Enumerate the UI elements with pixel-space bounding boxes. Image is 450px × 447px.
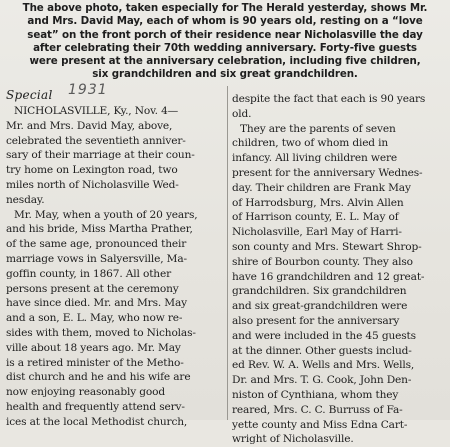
caption-line: The above photo, taken especially for The Herald yesterday, shows Mr. xyxy=(22,2,428,14)
article-line: now enjoying reasonably good xyxy=(6,386,165,399)
article-line: son county and Mrs. Stewart Shrop- xyxy=(232,240,422,253)
article-line: old. xyxy=(232,107,252,120)
article-line: celebrated the seventieth anniver- xyxy=(6,134,186,147)
article-line: miles north of Nicholasville Wed- xyxy=(6,178,179,191)
article-line: infancy. All living children were xyxy=(232,152,397,165)
article-line: present for the anniversary Wednes- xyxy=(232,166,423,179)
caption-line: six grandchildren and six great grandchildren. xyxy=(92,68,358,81)
article-line: have since died. Mr. and Mrs. May xyxy=(6,297,187,310)
caption-line: seat” on the front porch of their residence near Nicholasville the day xyxy=(27,28,423,41)
article-line: NICHOLASVILLE, Ky., Nov. 4— xyxy=(14,105,179,117)
article-column-right xyxy=(232,92,444,447)
article-line: ed Rev. W. A. Wells and Mrs. Wells, xyxy=(232,359,415,372)
article-line: Dr. and Mrs. T. G. Cook, John Den- xyxy=(232,374,412,387)
article-line: nesday. xyxy=(6,193,45,206)
article-line: shire of Bourbon county. They also xyxy=(232,255,413,268)
article-line: also present for the anniversary xyxy=(232,314,400,327)
article-line: persons present at the ceremony xyxy=(6,282,179,295)
article-line: and were included in the 45 guests xyxy=(232,329,416,342)
article-line: of the same age, pronounced their xyxy=(6,238,187,251)
article-line: niston of Cynthiana, whom they xyxy=(232,388,399,401)
article-line: health and frequently attend serv- xyxy=(6,400,185,413)
handwritten-year: 1931 xyxy=(68,82,108,98)
caption-line: were present at the anniversary celebration, including five children, xyxy=(29,55,421,68)
article-line: marriage vows in Salyersville, Ma- xyxy=(6,252,187,265)
article-line: day. Their children are Frank May xyxy=(232,181,411,194)
article-line: Mr. and Mrs. David May, above, xyxy=(6,119,173,132)
article-line: sary of their marriage at their coun- xyxy=(6,149,195,162)
article-line: They are the parents of seven xyxy=(240,122,396,135)
article-line: and his bride, Miss Martha Prather, xyxy=(6,223,193,236)
article-line: ville about 18 years ago. Mr. May xyxy=(6,341,181,354)
special-label: Special xyxy=(6,88,53,102)
article-line: despite the fact that each is 90 years xyxy=(232,93,426,105)
article-line: dist church and he and his wife are xyxy=(6,371,191,384)
article-line: and six great-grandchildren were xyxy=(232,300,408,313)
article-line: yette county and Miss Edna Cart- xyxy=(232,418,408,431)
article-line: of Harrison county, E. L. May of xyxy=(232,211,399,224)
article-line: Nicholasville, Earl May of Harri- xyxy=(232,226,402,239)
caption-line: after celebrating their 70th wedding anniversary. Forty-five guests xyxy=(33,41,417,54)
article-line: sides with them, moved to Nicholas- xyxy=(6,326,196,339)
article-line: of Harrodsburg, Mrs. Alvin Allen xyxy=(232,196,404,209)
article-line: wright of Nicholasville. xyxy=(232,433,354,446)
article-column-left xyxy=(6,82,224,430)
article-line: and a son, E. L. May, who now re- xyxy=(6,312,183,325)
article-line: is a retired minister of the Metho- xyxy=(6,356,184,369)
article-line: ices at the local Methodist church, xyxy=(6,415,188,428)
article-line: grandchildren. Six grandchildren xyxy=(232,285,407,298)
article-line: have 16 grandchildren and 12 great- xyxy=(232,270,425,283)
article-line: reared, Mrs. C. C. Burruss of Fa- xyxy=(232,403,403,416)
photo-caption xyxy=(6,2,444,82)
article-line: try home on Lexington road, two xyxy=(6,164,178,177)
article-line: at the dinner. Other guests includ- xyxy=(232,344,412,357)
special-byline xyxy=(6,82,224,104)
column-divider xyxy=(227,86,228,420)
article-line: Mr. May, when a youth of 20 years, xyxy=(14,208,198,221)
article-line: children, two of whom died in xyxy=(232,137,389,150)
article-line: goffin county, in 1867. All other xyxy=(6,267,172,280)
caption-line: and Mrs. David May, each of whom is 90 years old, resting on a “love xyxy=(27,15,423,28)
